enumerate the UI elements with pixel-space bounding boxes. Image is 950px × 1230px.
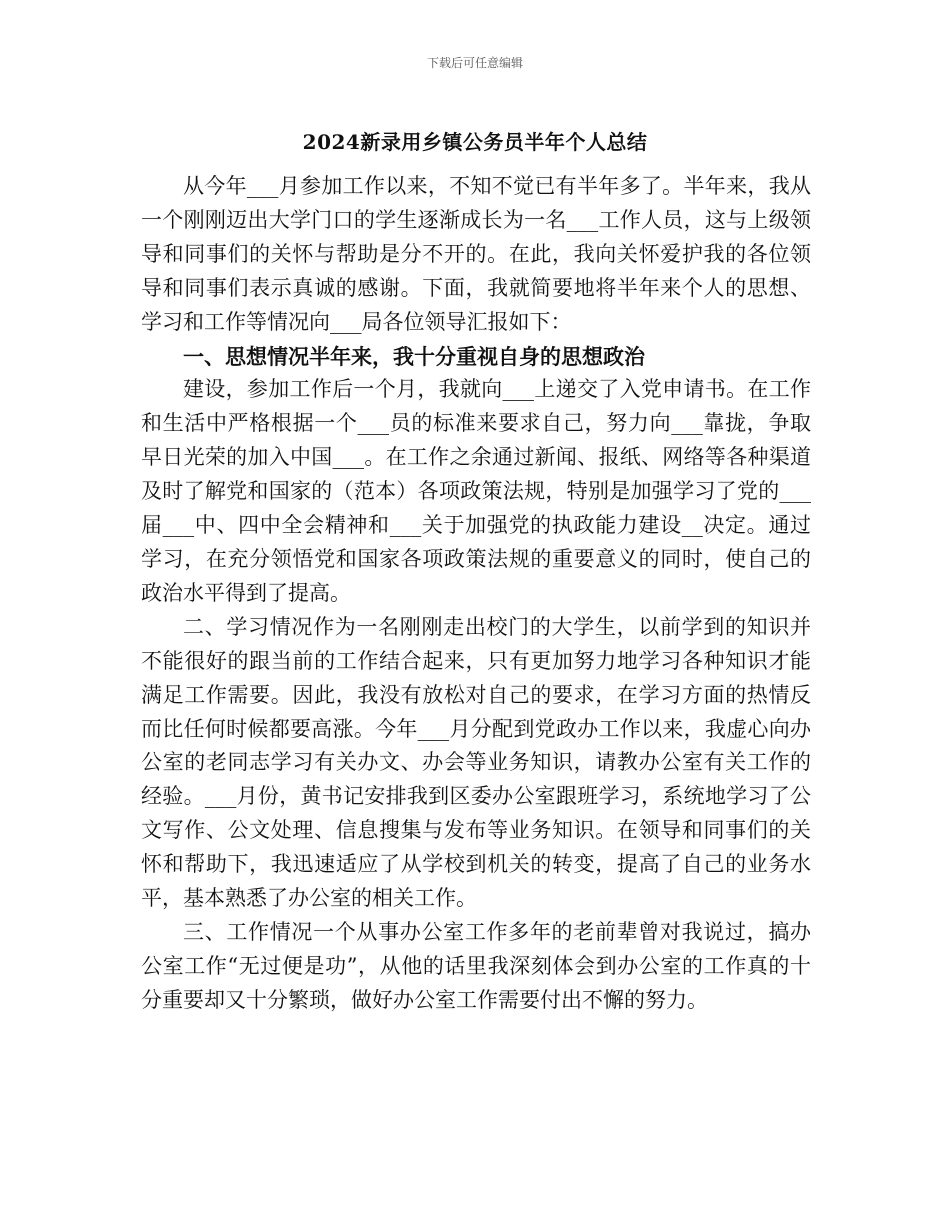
paragraph-thought: 建设，参加工作后一个月，我就向___上递交了入党申请书。在工作和生活中严格根据一个___员的标准来要求自己，努力向___靠拢，争取早日光荣的加入中国___。在工作之余通过新闻、报纸、网络等各种渠道及时了解党和国家的（范本）各项政策法规，特别是加强学习了党的___届___中、四中全会精神和___关于加强党的执政能力建设__决定。通过学习，在充分领悟党和国家各项政策法规的重要意义的同时，使自己的政治水平得到了提高。 (141, 377, 811, 605)
section-heading-thought: 一、思想情况半年来，我十分重视自身的思想政治 (183, 343, 645, 369)
document-title: 2024新录用乡镇公务员半年个人总结 (302, 130, 648, 154)
page-header-note: 下载后可任意编辑 (426, 56, 523, 70)
paragraph-study: 二、学习情况作为一名刚刚走出校门的大学生，以前学到的知识并不能很好的跟当前的工作结合起来，只有更加努力地学习各种知识才能满足工作需要。因此，我没有放松对自己的要求，在学习方面的热情反而比任何时候都要高涨。今年___月分配到党政办工作以来，我虚心向办公室的老同志学习有关办文、办会等业务知识，请教办公室有关工作的经验。___月份，黄书记安排我到区委办公室跟班学习，系统地学习了公文写作、公文处理、信息搜集与发布等业务知识。在领导和同事们的关怀和帮助下，我迅速适应了从学校到机关的转变，提高了自己的业务水平，基本熟悉了办公室的相关工作。 (141, 614, 811, 911)
document-body (141, 170, 811, 1018)
paragraph-work: 三、工作情况一个从事办公室工作多年的老前辈曾对我说过，搞办公室工作“无过便是功”，从他的话里我深刻体会到办公室的工作真的十分重要却又十分繁琐，做好办公室工作需要付出不懈的努力。 (141, 919, 811, 1012)
paragraph-intro: 从今年___月参加工作以来，不知不觉已有半年多了。半年来，我从一个刚刚迈出大学门口的学生逐渐成长为一名___工作人员，这与上级领导和同事们的关怀与帮助是分不开的。在此，我向关怀爱护我的各位领导和同事们表示真诚的感谢。下面，我就简要地将半年来个人的思想、学习和工作等情况向___局各位领导汇报如下： (141, 174, 811, 334)
